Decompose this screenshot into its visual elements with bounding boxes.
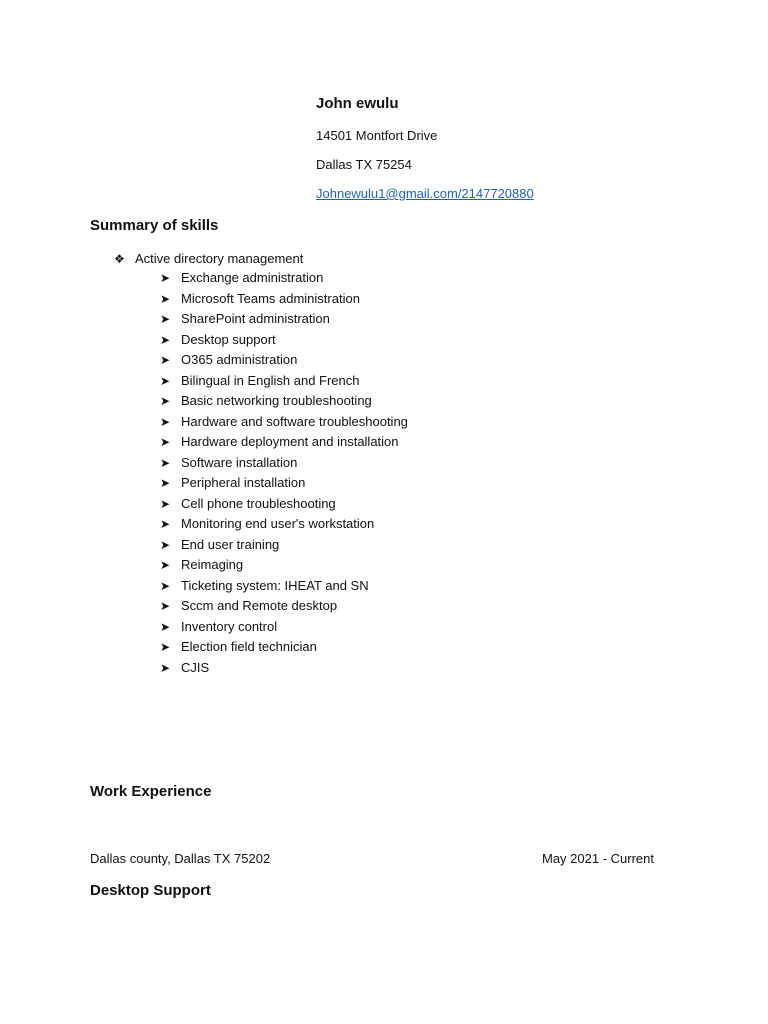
list-item: ➤ Ticketing system: IHEAT and SN — [160, 577, 369, 593]
arrow-bullet-icon: ➤ — [160, 373, 171, 388]
list-item: ➤ End user training — [160, 536, 280, 552]
list-item: ➤ SharePoint administration — [160, 311, 330, 326]
arrow-bullet-icon: ➤ — [160, 476, 171, 490]
arrow-bullet-icon: ➤ — [160, 332, 171, 347]
contact-link[interactable]: Johnewulu1@gmail.com/2147720880 — [316, 186, 534, 201]
employer-location: Dallas county, Dallas TX 75202 — [90, 851, 271, 866]
list-item: ➤ Sccm and Remote desktop — [160, 598, 338, 613]
arrow-bullet-icon: ➤ — [160, 660, 171, 675]
summary-heading: Summary of skills — [90, 217, 219, 234]
arrow-bullet-icon: ➤ — [160, 353, 171, 367]
arrow-bullet-icon: ➤ — [160, 414, 171, 429]
arrow-bullet-icon: ➤ — [160, 517, 171, 531]
list-item: ➤ Hardware and software troubleshooting — [160, 413, 408, 429]
arrow-bullet-icon: ➤ — [160, 312, 171, 326]
arrow-bullet-icon: ➤ — [160, 496, 171, 511]
arrow-bullet-icon: ➤ — [160, 599, 171, 613]
work-experience-heading: Work Experience — [90, 783, 212, 800]
arrow-bullet-icon: ➤ — [160, 435, 171, 449]
list-item: ➤ Reimaging — [160, 557, 244, 572]
job-title: Desktop Support — [90, 882, 211, 899]
skills-list — [160, 270, 408, 680]
arrow-bullet-icon: ➤ — [160, 537, 171, 552]
list-item: ➤ Hardware deployment and installation — [160, 434, 399, 449]
arrow-bullet-icon: ➤ — [160, 271, 171, 285]
diamond-bullet-icon: ❖ — [114, 252, 125, 266]
list-item: ➤ Inventory control — [160, 618, 278, 634]
list-item: ➤ Microsoft Teams administration — [160, 290, 360, 306]
arrow-bullet-icon: ➤ — [160, 455, 171, 470]
list-item: ➤ Peripheral installation — [160, 475, 306, 490]
list-item: ➤ Cell phone troubleshooting — [160, 495, 336, 511]
list-item: ➤ Desktop support — [160, 331, 276, 347]
top-skill-label: Active directory management — [135, 251, 304, 266]
list-item: ➤ Basic networking troubleshooting — [160, 393, 372, 408]
list-item: ➤ Election field technician — [160, 639, 317, 654]
list-item: ➤ Bilingual in English and French — [160, 372, 360, 388]
arrow-bullet-icon: ➤ — [160, 578, 171, 593]
list-item: ➤ CJIS — [160, 659, 210, 675]
arrow-bullet-icon: ➤ — [160, 394, 171, 408]
address-line-1: 14501 Montfort Drive — [316, 128, 438, 143]
list-item: ➤ Software installation — [160, 454, 298, 470]
arrow-bullet-icon: ➤ — [160, 558, 171, 572]
candidate-name: John ewulu — [316, 95, 399, 112]
top-skill-item — [114, 251, 303, 266]
arrow-bullet-icon: ➤ — [160, 640, 171, 654]
employment-dates: May 2021 - Current — [542, 851, 654, 866]
list-item: ➤ Monitoring end user's workstation — [160, 516, 375, 531]
address-line-2: Dallas TX 75254 — [316, 157, 412, 172]
list-item: ➤ O365 administration — [160, 352, 298, 367]
arrow-bullet-icon: ➤ — [160, 291, 171, 306]
arrow-bullet-icon: ➤ — [160, 619, 171, 634]
list-item: ➤ Exchange administration — [160, 270, 324, 285]
